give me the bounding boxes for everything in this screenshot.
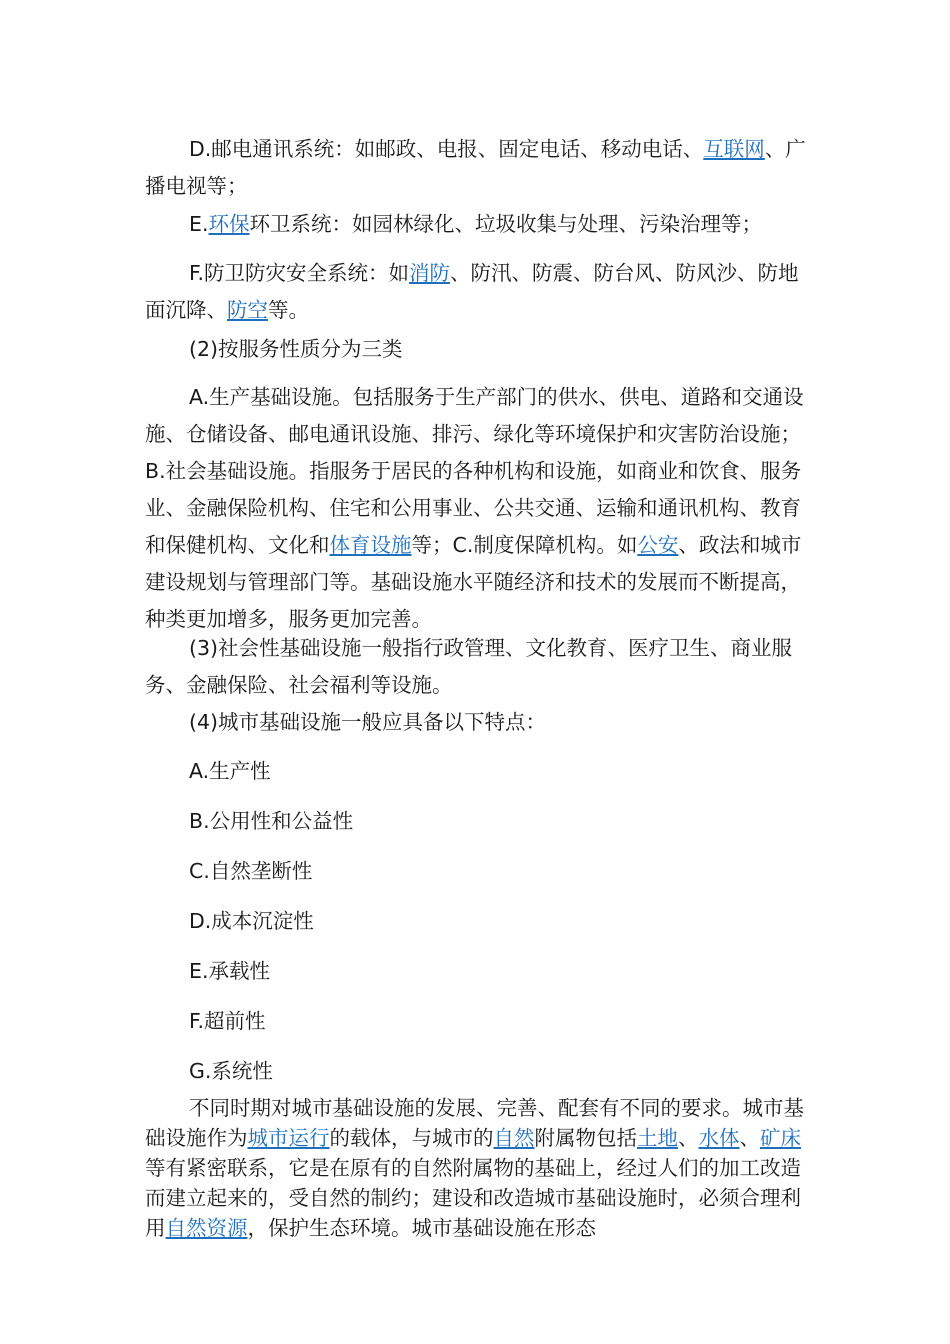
text-run: 、政法和城市建设规划与管理部门等。基础设施水平随经济和技术的发展而不断提高，种类更加增多，服务更加完善。 bbox=[145, 533, 802, 631]
feature-item: B.公用性和公益性 bbox=[189, 809, 354, 833]
text-run: 、 bbox=[739, 1126, 760, 1150]
paragraph-section-3: (3)社会性基础设施一般指行政管理、文化教育、医疗卫生、商业服务、金融保险、社会福利等设施。 bbox=[145, 636, 793, 697]
paragraph-f-defense bbox=[145, 255, 809, 329]
text-run: 的载体，与城市的 bbox=[329, 1126, 494, 1150]
text-run: A.生产基础设施。包括服务于生产部门的供水、供电、道路和交通设施、仓储设备、邮电通讯设施、排污、绿化等环境保护和灾害防治设施；B.社会基础设施。指服务于居民的各种机构和设施，如商业和饮食、服务业、金融保险机构、住宅和公用事业、公共交通、运输和通讯机构、教育和保健机构、文化和 bbox=[145, 385, 804, 557]
link-environmental-protection[interactable]: 环保 bbox=[208, 212, 250, 236]
text-run: ，保护生态环境。城市基础设施在形态 bbox=[247, 1216, 596, 1240]
paragraph-final bbox=[145, 1093, 809, 1243]
link-natural-resources[interactable]: 自然资源 bbox=[165, 1216, 248, 1240]
feature-item: D.成本沉淀性 bbox=[189, 909, 314, 933]
text-run: 、广播电视等； bbox=[145, 137, 806, 198]
text-run: 等有紧密联系，它是在原有的自然附属物的基础上，经过人们的加工改造而建立起来的，受自然的制约；建设和改造城市基础设施时，必须合理利用 bbox=[145, 1156, 801, 1240]
text-run: 、防汛、防震、防台风、防风沙、防地面沉降、 bbox=[145, 261, 799, 322]
section-4-heading: (4)城市基础设施一般应具备以下特点： bbox=[189, 710, 547, 734]
link-sports-facilities[interactable]: 体育设施 bbox=[329, 533, 412, 557]
link-land[interactable]: 土地 bbox=[637, 1126, 678, 1150]
section-2-heading: (2)按服务性质分为三类 bbox=[189, 337, 403, 361]
feature-item: F.超前性 bbox=[189, 1009, 266, 1033]
link-public-security[interactable]: 公安 bbox=[637, 533, 679, 557]
paragraph-e-environment bbox=[145, 209, 809, 239]
link-water-body[interactable]: 水体 bbox=[698, 1126, 740, 1150]
text-run: 、 bbox=[678, 1126, 699, 1150]
text-run: E. bbox=[189, 212, 209, 236]
text-run: F.防卫防灾安全系统：如 bbox=[189, 261, 410, 285]
text-run: 不同时期对城市基础设施的发展、完善、配套有不同的要求。城市基础设施作为 bbox=[145, 1096, 804, 1150]
link-city-operation[interactable]: 城市运行 bbox=[247, 1126, 330, 1150]
link-air-defense[interactable]: 防空 bbox=[227, 298, 268, 322]
paragraph-service-types bbox=[145, 379, 809, 638]
feature-item: E.承载性 bbox=[189, 959, 270, 983]
text-run: 等。 bbox=[268, 298, 309, 322]
text-run: 环卫系统：如园林绿化、垃圾收集与处理、污染治理等； bbox=[249, 212, 762, 236]
feature-item: A.生产性 bbox=[189, 759, 271, 783]
feature-item: G.系统性 bbox=[189, 1059, 273, 1083]
paragraph-d-communication bbox=[145, 131, 809, 205]
link-fire-protection[interactable]: 消防 bbox=[409, 261, 451, 285]
text-run: 附属物包括 bbox=[534, 1126, 637, 1150]
link-mineral-deposit[interactable]: 矿床 bbox=[760, 1126, 801, 1150]
feature-item: C.自然垄断性 bbox=[189, 859, 313, 883]
link-internet[interactable]: 互联网 bbox=[703, 137, 765, 161]
link-nature[interactable]: 自然 bbox=[493, 1126, 535, 1150]
text-run: 等；C.制度保障机构。如 bbox=[411, 533, 638, 557]
text-run: D.邮电通讯系统：如邮政、电报、固定电话、移动电话、 bbox=[189, 137, 704, 161]
